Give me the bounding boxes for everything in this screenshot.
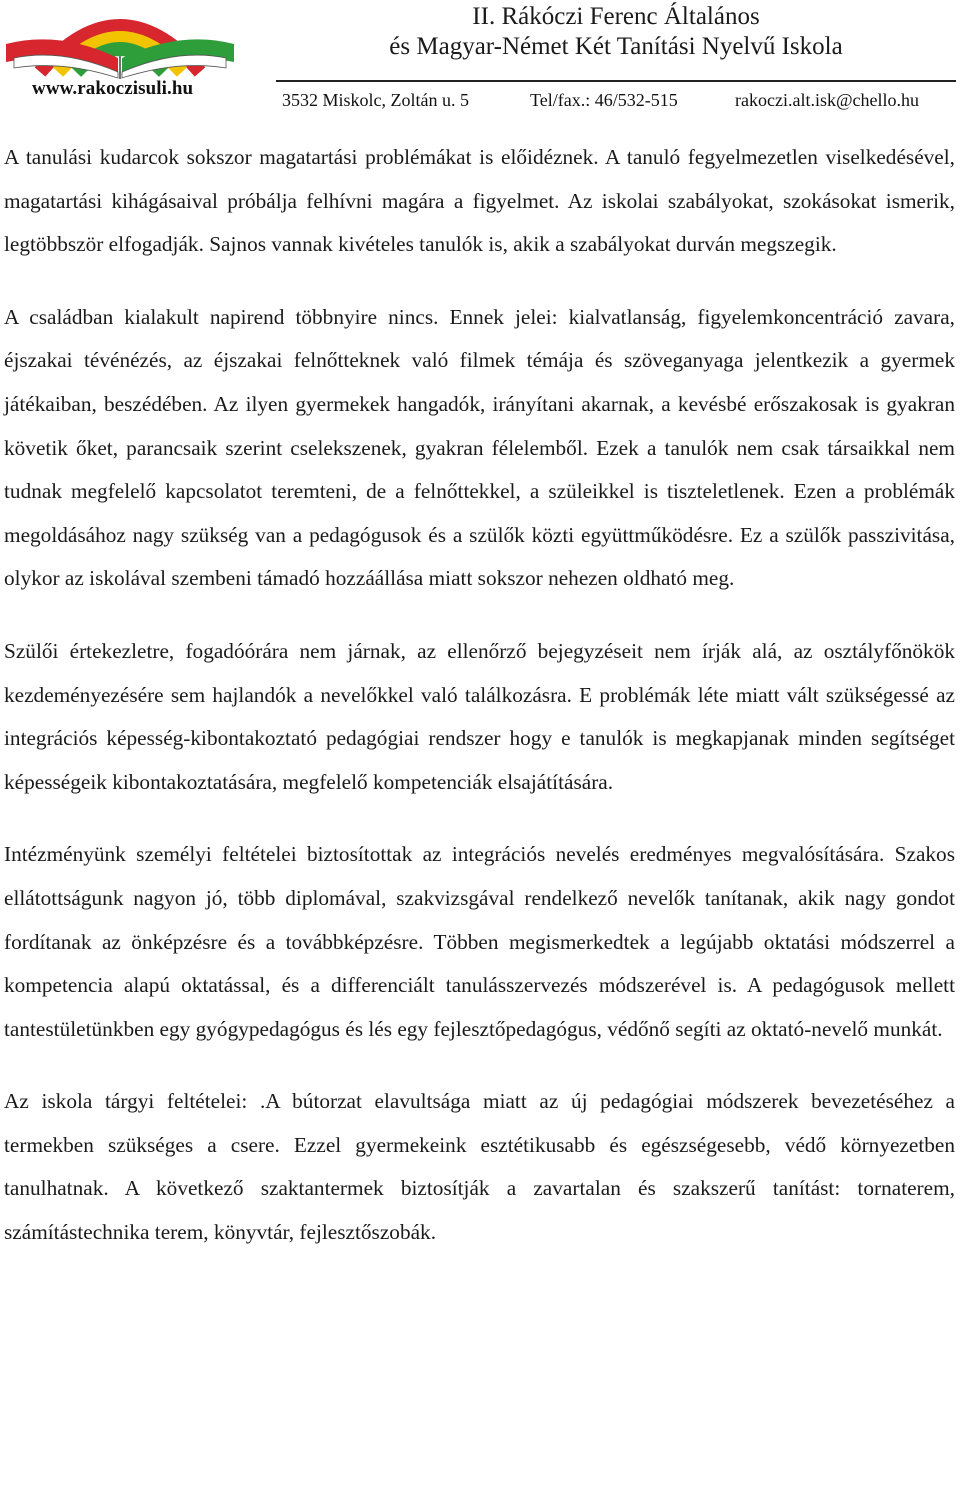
document-body <box>4 136 955 1284</box>
school-phone: Tel/fax.: 46/532-515 <box>530 90 678 110</box>
paragraph-material-conditions: Az iskola tárgyi feltételei: .A bútorzat elavultsága miatt az új pedagógiai módszerek bevezetéséhez a termekben szükséges a csere. Ezzel gyermekeink esztétikusabb és egészségesebb, védő környezetben tanulhatnak. A következő szaktantermek biztosítják a zavartalan és szakszerű tanítást: tornaterem, számítástechnika terem, könyvtár, fejlesztőszobák. <box>4 1089 955 1245</box>
school-name-line1: II. Rákóczi Ferenc Általános <box>472 3 760 30</box>
header-divider <box>276 80 956 82</box>
book-rainbow-logo-icon <box>0 0 240 80</box>
school-name-line2: és Magyar-Német Két Tanítási Nyelvű Iskola <box>389 33 843 60</box>
page-header <box>0 0 960 118</box>
school-email: rakoczi.alt.isk@chello.hu <box>735 90 920 110</box>
paragraph-staff-conditions: Intézményünk személyi feltételei biztosítottak az integrációs nevelés eredményes megvalósítására. Szakos ellátottságunk nagyon jó, több diplomával, szakvizsgával rendelkező nevelők tanítanak, akik nagy gondot fordítanak az önképzésre és a továbbképzésre. Többen megismerkedtek a legújabb oktatási módszerrel a kompetencia alapú oktatással, és a differenciált tanulásszervezés módszerével is. A pedagógusok mellett tantestületünkben egy gyógypedagógus és lés egy fejlesztőpedagógus, védőnő segíti az oktató-nevelő munkát. <box>4 842 955 1041</box>
paragraph-parent-meetings: Szülői értekezletre, fogadóórára nem járnak, az ellenőrző bejegyzéseit nem írják alá, az osztályfőnökök kezdeményezésére sem hajlandók a nevelőkkel való találkozásra. E problémák léte miatt vált szükségessé az integrációs képesség-kibontakoztató pedagógiai rendszer hogy e tanulók is megkapjanak minden segítséget képességeik kibontakoztatására, megfelelő kompetenciák elsajátítására. <box>4 638 955 794</box>
school-address: 3532 Miskolc, Zoltán u. 5 <box>282 90 469 110</box>
paragraph-learning-failures: A tanulási kudarcok sokszor magatartási problémákat is előidéznek. A tanuló fegyelmezetlen viselkedésével, magatartási kihágásaival próbálja felhívni magára a figyelmet. Az iskolai szabályokat, szokásokat ismerik, legtöbbször elfogadják. Sajnos vannak kivételes tanulók is, akik a szabályokat durván megszegik. <box>4 145 955 257</box>
paragraph-family-routine: A családban kialakult napirend többnyire nincs. Ennek jelei: kialvatlanság, figyelemkoncentráció zavara, éjszakai tévénézés, az éjszakai felnőtteknek való filmek témája és szöveganyaga jelentkezik a gyermek játékaiban, beszédében. Az ilyen gyermekek hangadók, irányítani akarnak, a kevésbé erőszakosak is gyakran követik őket, parancsaik szerint cselekszenek, gyakran félelemből. Ezek a tanulók nem csak társaikkal nem tudnak megfelelő kapcsolatot teremteni, de a felnőttekkel, a szüleikkel is tiszteletlenek. Ezen a problémák megoldásához nagy szükség van a pedagógusok és a szülők közti együttműködésre. Ez a szülők passzivitása, olykor az iskolával szembeni támadó hozzáállása miatt sokszor nehezen oldható meg. <box>4 304 955 591</box>
school-logo <box>0 0 240 112</box>
logo-url: www.rakoczisuli.hu <box>32 78 194 99</box>
